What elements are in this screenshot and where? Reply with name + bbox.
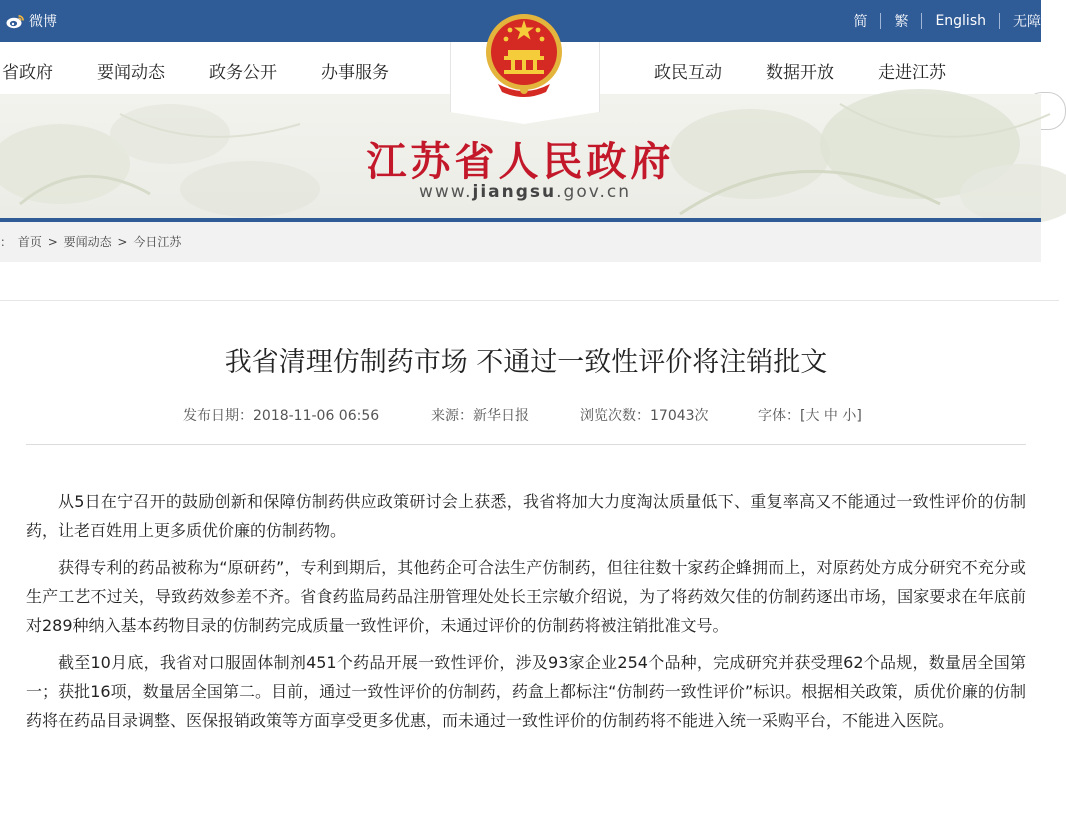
divider	[921, 13, 922, 29]
nav-item-about-jiangsu[interactable]: 走进江苏	[878, 63, 946, 83]
article-title: 我省清理仿制药市场 不通过一致性评价将注销批文	[224, 347, 828, 378]
paragraph: 获得专利的药品被称为“原研药”，专利到期后，其他药企可合法生产仿制药，但往往数十家药企蜂拥而上，对原药处方成分研究不充分或生产工艺不过关，导致药效参差不齐。省食药监局药品注册管理处处长王宗敏介绍说，为了将药效欠佳的仿制药逐出市场，国家要求在年底前对289种纳入基本药物目录的仿制药完成质量一致性评价，未通过评价的仿制药将被注销批准文号。	[26, 558, 1026, 635]
site-title: 江苏省人民政府	[366, 138, 675, 185]
view-count-label: 浏览次数：	[580, 408, 650, 424]
nav-item-government-affairs[interactable]: 政务公开	[209, 63, 277, 83]
english-link[interactable]: English	[935, 13, 986, 29]
weibo-icon	[6, 14, 24, 29]
nav-item-services[interactable]: 办事服务	[321, 63, 389, 83]
view-count-value: 17043次	[650, 408, 709, 424]
publish-date-value: 2018-11-06 06:56	[253, 408, 380, 424]
site-url-domain: jiangsu	[472, 182, 557, 202]
font-size-small[interactable]: 小	[842, 408, 857, 424]
site-url	[0, 182, 1050, 202]
weibo-link[interactable]	[6, 11, 57, 31]
font-size-control	[758, 405, 862, 425]
breadcrumb-home[interactable]: 首页	[17, 235, 42, 249]
emblem-box-tip	[450, 112, 598, 124]
traditional-link[interactable]: 繁	[894, 14, 909, 30]
source-label: 来源：	[431, 408, 473, 424]
breadcrumb	[0, 222, 1041, 262]
font-size-label: 字体：[	[758, 408, 806, 424]
national-emblem-icon[interactable]	[484, 6, 564, 102]
nav-item-news[interactable]: 要闻动态	[97, 63, 165, 83]
nav-item-interaction[interactable]: 政民互动	[654, 63, 722, 83]
paragraph: 截至10月底，我省对口服固体制剂451个药品开展一致性评价，涉及93家企业254个品种，完成研究并获受理62个品规，数量居全国第一；获批16项，数量居全国第二。目前，通过一致性评价的仿制药，药盒上都标注“仿制药一致性评价”标识。根据相关政策，质优价廉的仿制药将在药品目录调整、医保报销政策等方面享受更多优惠，而未通过一致性评价的仿制药将不能进入统一采购平台，不能进入医院。	[26, 653, 1026, 730]
meta-divider	[26, 444, 1026, 445]
nav-item-open-data[interactable]: 数据开放	[766, 63, 834, 83]
breadcrumb-separator: >	[47, 235, 58, 249]
publish-date-label: 发布日期：	[183, 408, 253, 424]
view-count	[580, 405, 709, 425]
breadcrumb-news[interactable]: 要闻动态	[63, 235, 112, 249]
font-size-medium[interactable]: 中	[823, 408, 838, 424]
simplified-link[interactable]: 简	[853, 14, 868, 30]
top-links	[853, 0, 1055, 42]
divider	[999, 13, 1000, 29]
source	[431, 405, 529, 425]
article-body	[26, 487, 1026, 735]
nav-item-provincial-government[interactable]: 省政府	[2, 63, 53, 83]
weibo-label: 微博	[29, 14, 57, 30]
source-value: 新华日报	[473, 408, 529, 424]
site-url-prefix: www.	[418, 182, 473, 202]
font-size-close: ]	[856, 408, 862, 424]
breadcrumb-separator: >	[117, 235, 128, 249]
divider	[880, 13, 881, 29]
accessibility-link[interactable]: 无障碍	[1013, 14, 1055, 30]
publish-date	[183, 405, 379, 425]
breadcrumb-prefix: ：	[0, 235, 13, 249]
font-size-large[interactable]: 大	[805, 408, 820, 424]
breadcrumb-today-jiangsu[interactable]: 今日江苏	[133, 235, 182, 249]
paragraph: 从5日在宁召开的鼓励创新和保障仿制药供应政策研讨会上获悉，我省将加大力度淘汰质量低下、重复率高又不能通过一致性评价的仿制药，让老百姓用上更多质优价廉的仿制药物。	[26, 492, 1026, 540]
site-url-suffix: .gov.cn	[556, 182, 632, 202]
